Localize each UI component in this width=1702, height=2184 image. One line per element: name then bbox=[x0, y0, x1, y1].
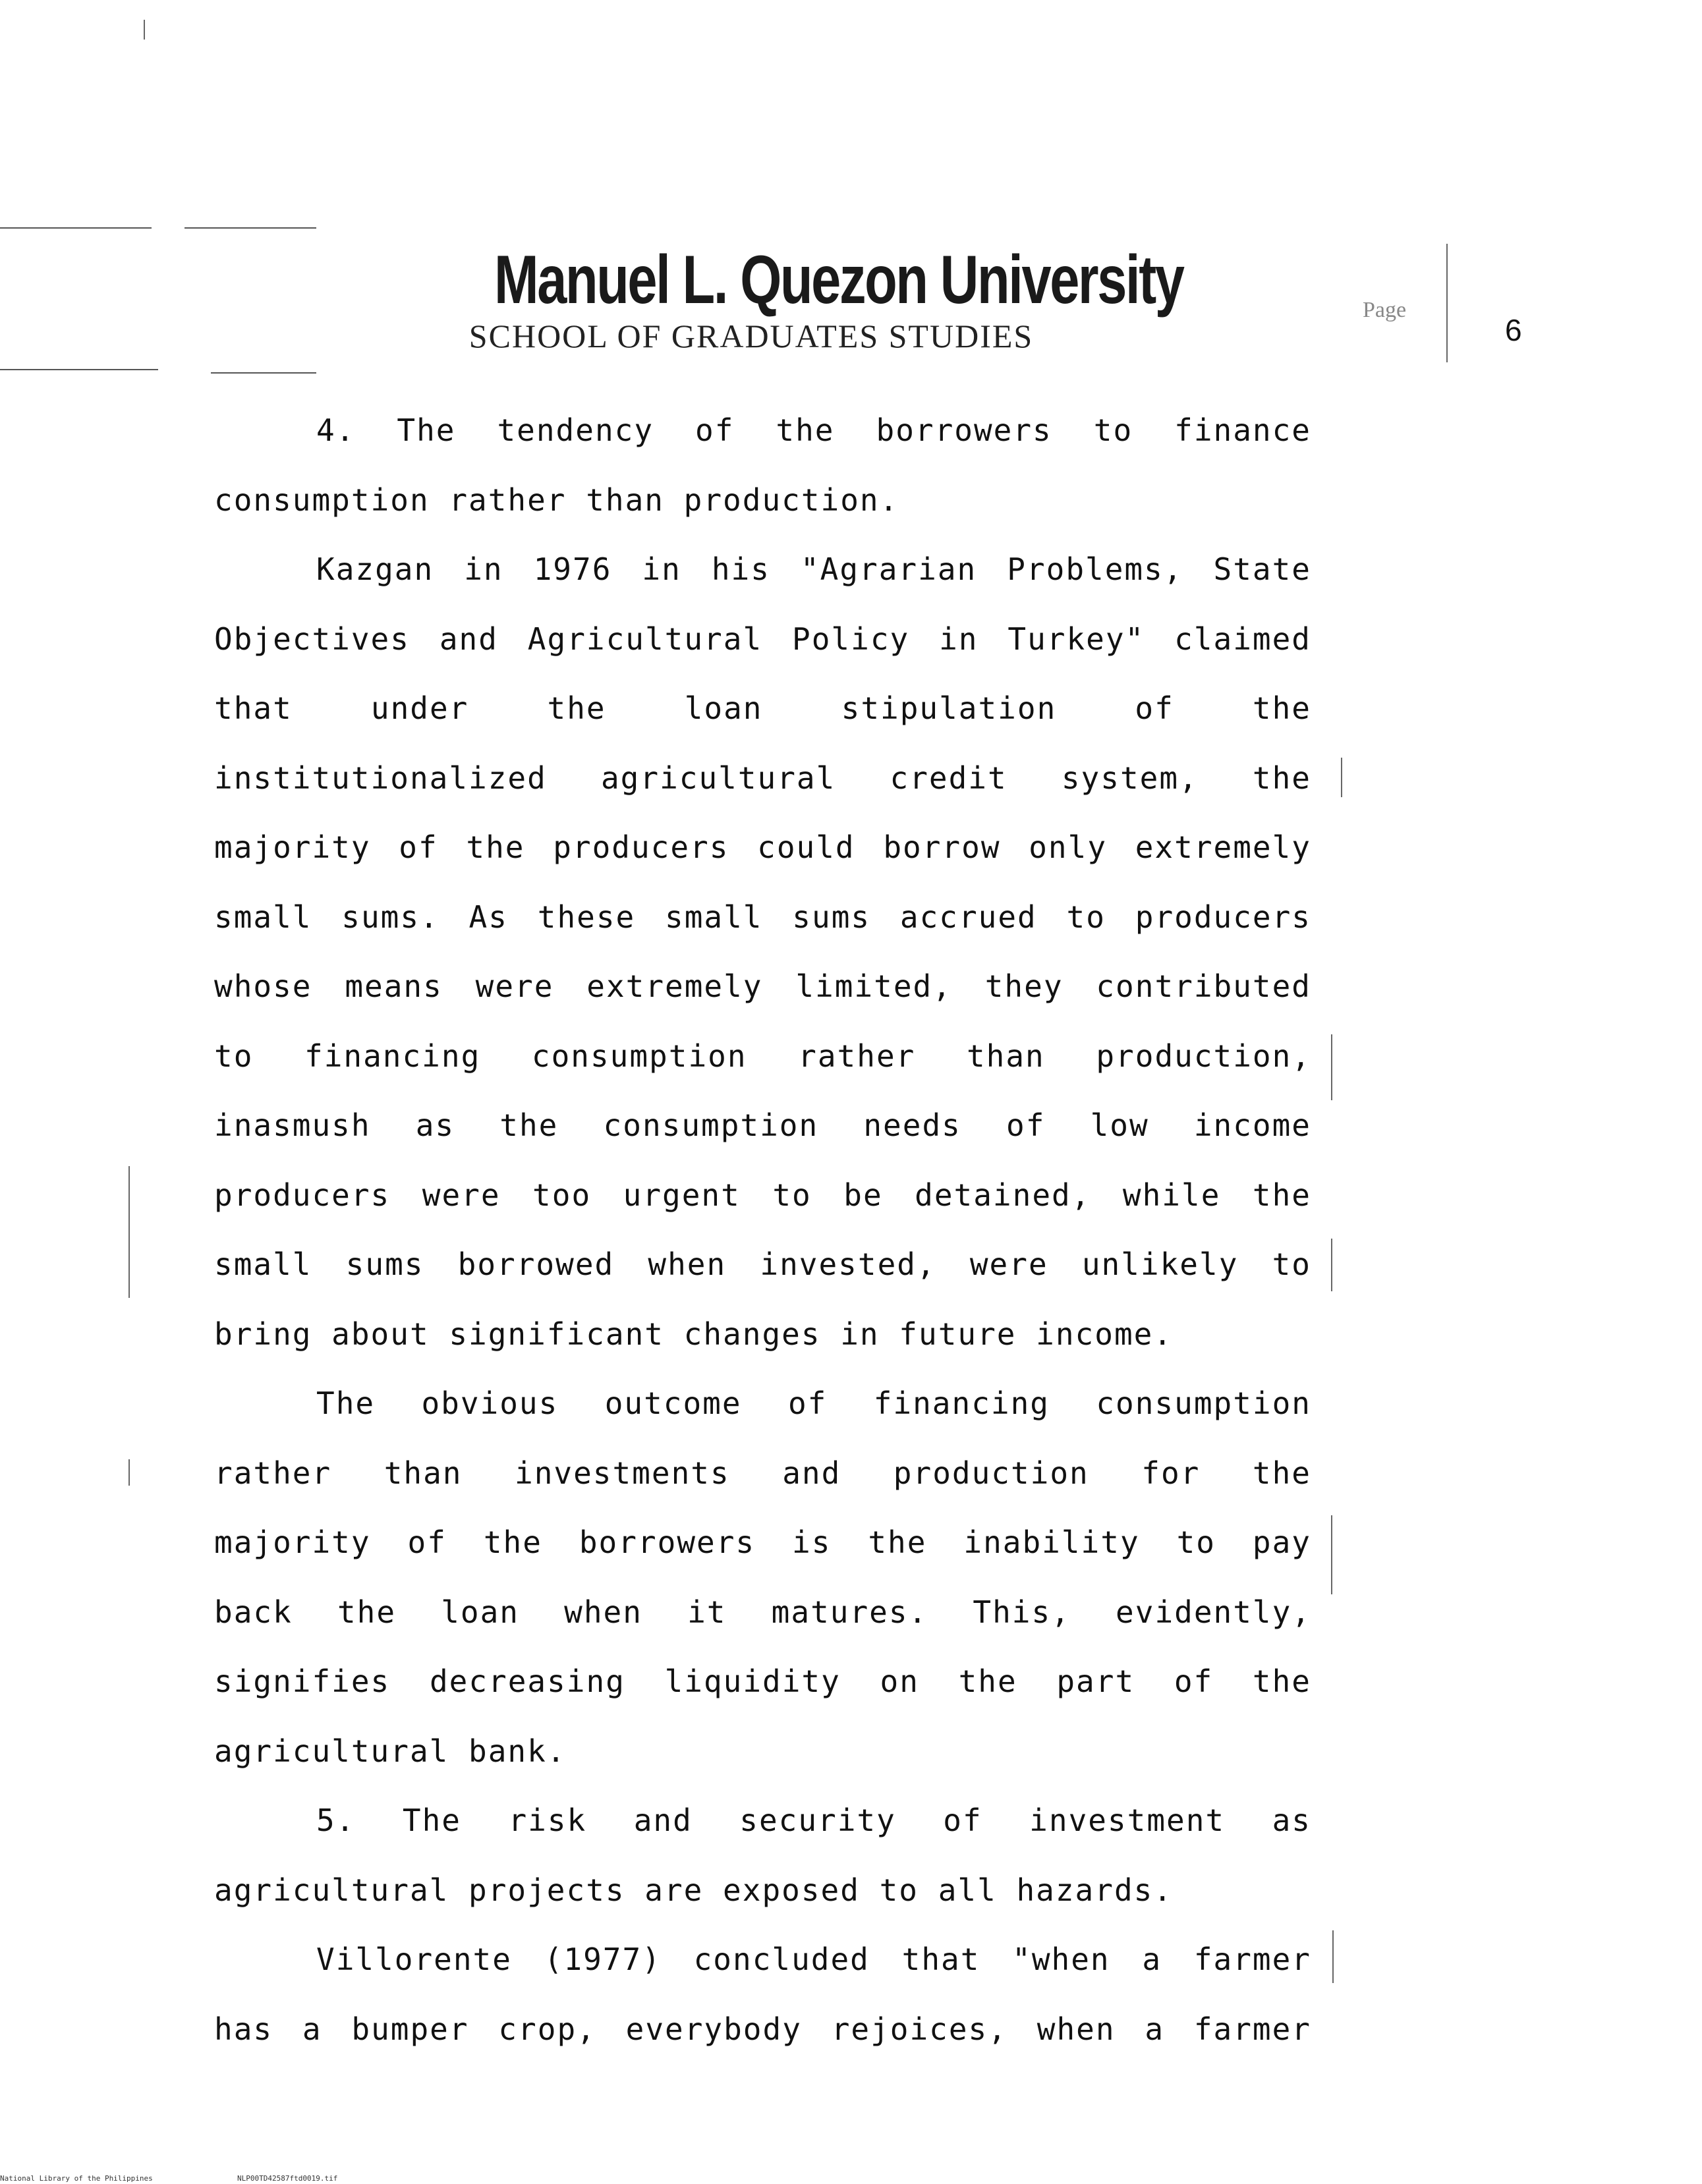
text-line: that under the loan stipulation of the bbox=[214, 690, 1311, 726]
text-line: whose means were extremely limited, they contributed bbox=[214, 968, 1311, 1004]
text-line: Kazgan in 1976 in his "Agrarian Problems, State bbox=[316, 551, 1311, 587]
text-line: to financing consumption rather than production, bbox=[214, 1038, 1311, 1074]
scan-rule-top bbox=[0, 227, 152, 229]
scan-rule-mid-2 bbox=[211, 372, 316, 374]
school-name: SCHOOL OF GRADUATES STUDIES bbox=[468, 318, 1034, 354]
scan-mark-right-3 bbox=[1331, 1239, 1332, 1291]
text-line: has a bumper crop, everybody rejoices, when a farmer bbox=[214, 2011, 1311, 2047]
university-name: Manuel L. Quezon University bbox=[494, 242, 1183, 318]
text-line: small sums. As these small sums accrued to producers bbox=[214, 899, 1311, 935]
text-line: institutionalized agricultural credit system, the bbox=[214, 760, 1311, 796]
text-line: 4. The tendency of the borrowers to finance bbox=[316, 412, 1311, 448]
scan-mark-right-4 bbox=[1331, 1515, 1332, 1594]
scan-mark-right-5 bbox=[1332, 1930, 1334, 1983]
text-line: agricultural bank. bbox=[214, 1733, 567, 1769]
scan-mark-top-left bbox=[144, 20, 145, 40]
text-line: back the loan when it matures. This, evidently, bbox=[214, 1594, 1311, 1630]
text-line: producers were too urgent to be detained, while the bbox=[214, 1177, 1311, 1213]
text-line: 5. The risk and security of investment as bbox=[316, 1803, 1311, 1838]
scan-mark-left-1 bbox=[128, 1166, 130, 1298]
text-line: majority of the borrowers is the inability to pay bbox=[214, 1525, 1311, 1560]
text-line: majority of the producers could borrow only extremely bbox=[214, 829, 1311, 865]
scan-mark-right-1 bbox=[1341, 758, 1342, 797]
text-line: consumption rather than production. bbox=[214, 482, 899, 518]
text-line: rather than investments and production for the bbox=[214, 1455, 1311, 1491]
scan-rule-mid bbox=[0, 369, 158, 370]
text-line: signifies decreasing liquidity on the part of the bbox=[214, 1664, 1311, 1699]
text-line: agricultural projects are exposed to all hazards. bbox=[214, 1872, 1174, 1908]
body-text bbox=[214, 407, 1311, 2075]
text-line: The obvious outcome of financing consumption bbox=[316, 1386, 1311, 1421]
scan-mark-left-2 bbox=[128, 1459, 130, 1486]
text-line: Objectives and Agricultural Policy in Turkey" claimed bbox=[214, 621, 1311, 657]
text-line: inasmush as the consumption needs of low income bbox=[214, 1107, 1311, 1143]
scan-mark-right-2 bbox=[1331, 1034, 1332, 1100]
scan-rule-top-2 bbox=[184, 227, 316, 229]
letterhead bbox=[422, 242, 1183, 356]
page-label: Page bbox=[1363, 298, 1407, 322]
scan-mark-page-box bbox=[1446, 244, 1448, 362]
library-credit: National Library of the Philippines bbox=[0, 2174, 153, 2183]
text-line: Villorente (1977) concluded that "when a farmer bbox=[316, 1942, 1311, 1977]
text-line: bring about significant changes in future income. bbox=[214, 1316, 1174, 1352]
file-id: NLP00TD42587ftd0019.tif bbox=[237, 2174, 338, 2183]
page-number: 6 bbox=[1505, 313, 1522, 347]
text-line: small sums borrowed when invested, were unlikely to bbox=[214, 1246, 1311, 1282]
